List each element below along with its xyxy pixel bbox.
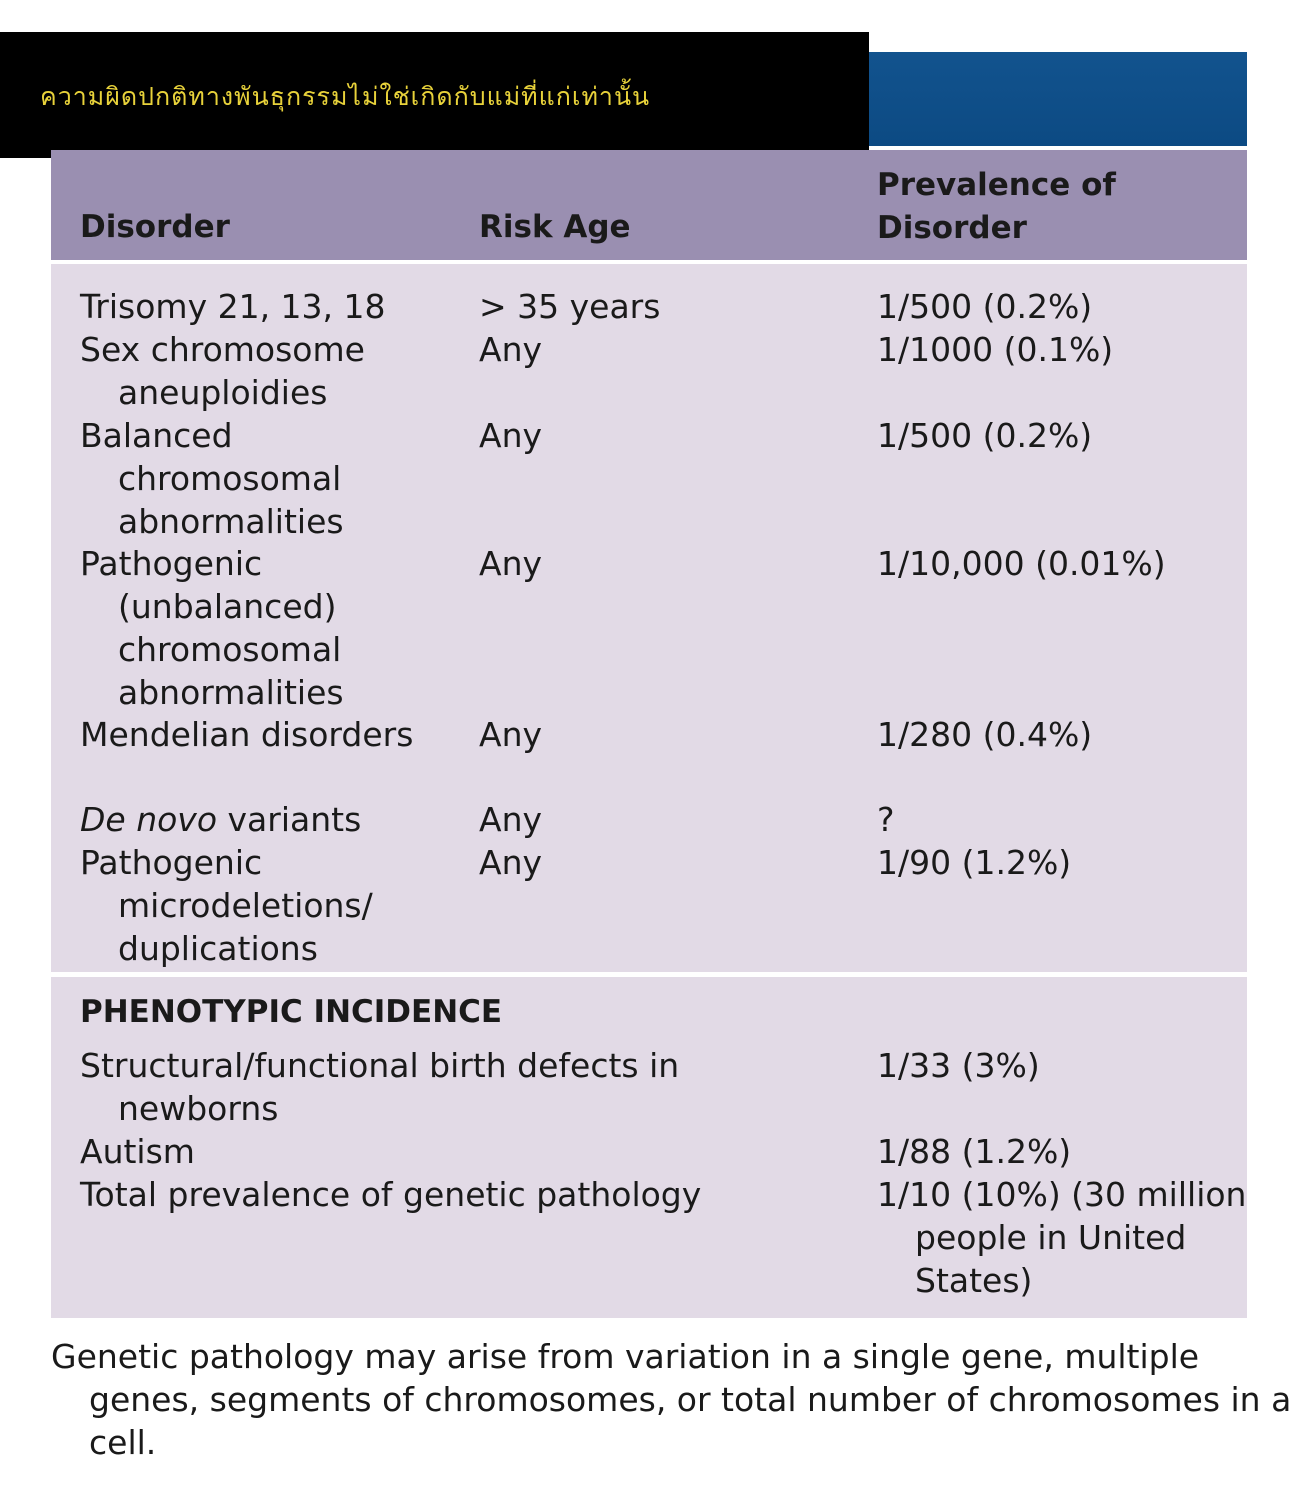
- prevalence-table: [51, 150, 1247, 1318]
- pheno-row-3-label: Total prevalence of genetic pathology: [80, 1175, 702, 1214]
- row-1-risk-age: > 35 years: [479, 287, 661, 326]
- row-2-disorder: Sex chromosome aneuploidies: [80, 330, 365, 412]
- row-7-disorder: Pathogenic microdeletions/ duplications: [80, 843, 373, 968]
- row-7-risk-age: Any: [479, 843, 543, 882]
- row-3-risk-age: Any: [479, 416, 543, 455]
- row-1-disorder: Trisomy 21, 13, 18: [80, 287, 386, 326]
- row-4-disorder: Pathogenic (unbalanced) chromosomal abnormalities: [80, 544, 344, 712]
- row-7-prevalence: 1/90 (1.2%): [877, 843, 1072, 882]
- phenotypic-title: PHENOTYPIC INCIDENCE: [80, 994, 503, 1030]
- row-3-disorder: Balanced chromosomal abnormalities: [80, 416, 344, 541]
- row-6-risk-age: Any: [479, 800, 543, 839]
- row-5-disorder: Mendelian disorders: [80, 715, 414, 754]
- figure-caption: Genetic pathology may arise from variation in a single gene, multiple genes, segments of chromosomes, or total number of chromosomes in a cell.: [51, 1337, 1292, 1462]
- row-6-disorder: [80, 798, 361, 841]
- row-1-prevalence: 1/500 (0.2%): [877, 287, 1093, 326]
- row-3-prevalence: 1/500 (0.2%): [877, 416, 1093, 455]
- phenotypic-section: [51, 977, 1247, 1318]
- pheno-row-1-prevalence: 1/33 (3%): [877, 1046, 1040, 1085]
- row-2-prevalence: 1/1000 (0.1%): [877, 330, 1114, 369]
- pheno-row-3-prevalence: 1/10 (10%) (30 million people in United States): [877, 1175, 1247, 1300]
- row-6-disorder-italic: De novo: [80, 800, 218, 839]
- pheno-row-2-prevalence: 1/88 (1.2%): [877, 1132, 1072, 1171]
- title-bar-blue: [858, 52, 1247, 146]
- row-5-risk-age: Any: [479, 715, 543, 754]
- header-prevalence: Prevalence of Disorder: [877, 167, 1116, 246]
- row-2-risk-age: Any: [479, 330, 543, 369]
- row-4-risk-age: Any: [479, 544, 543, 583]
- row-5-prevalence: 1/280 (0.4%): [877, 715, 1093, 754]
- row-6-disorder-rest: variants: [217, 800, 362, 839]
- row-4-prevalence: 1/10,000 (0.01%): [877, 544, 1166, 583]
- row-6-prevalence: ?: [877, 800, 895, 839]
- table-header: [51, 150, 1247, 264]
- header-risk-age: Risk Age: [479, 209, 631, 245]
- disorder-rows: [51, 264, 1247, 972]
- pheno-row-1-label: Structural/functional birth defects in newborns: [80, 1046, 680, 1128]
- caption-banner: [0, 32, 869, 158]
- header-disorder: Disorder: [80, 209, 230, 245]
- banner-text: ความผิดปกติทางพันธุกรรมไม่ใช่เกิดกับแม่ที่แก่เท่านั้น: [40, 82, 651, 111]
- pheno-row-2-label: Autism: [80, 1132, 195, 1171]
